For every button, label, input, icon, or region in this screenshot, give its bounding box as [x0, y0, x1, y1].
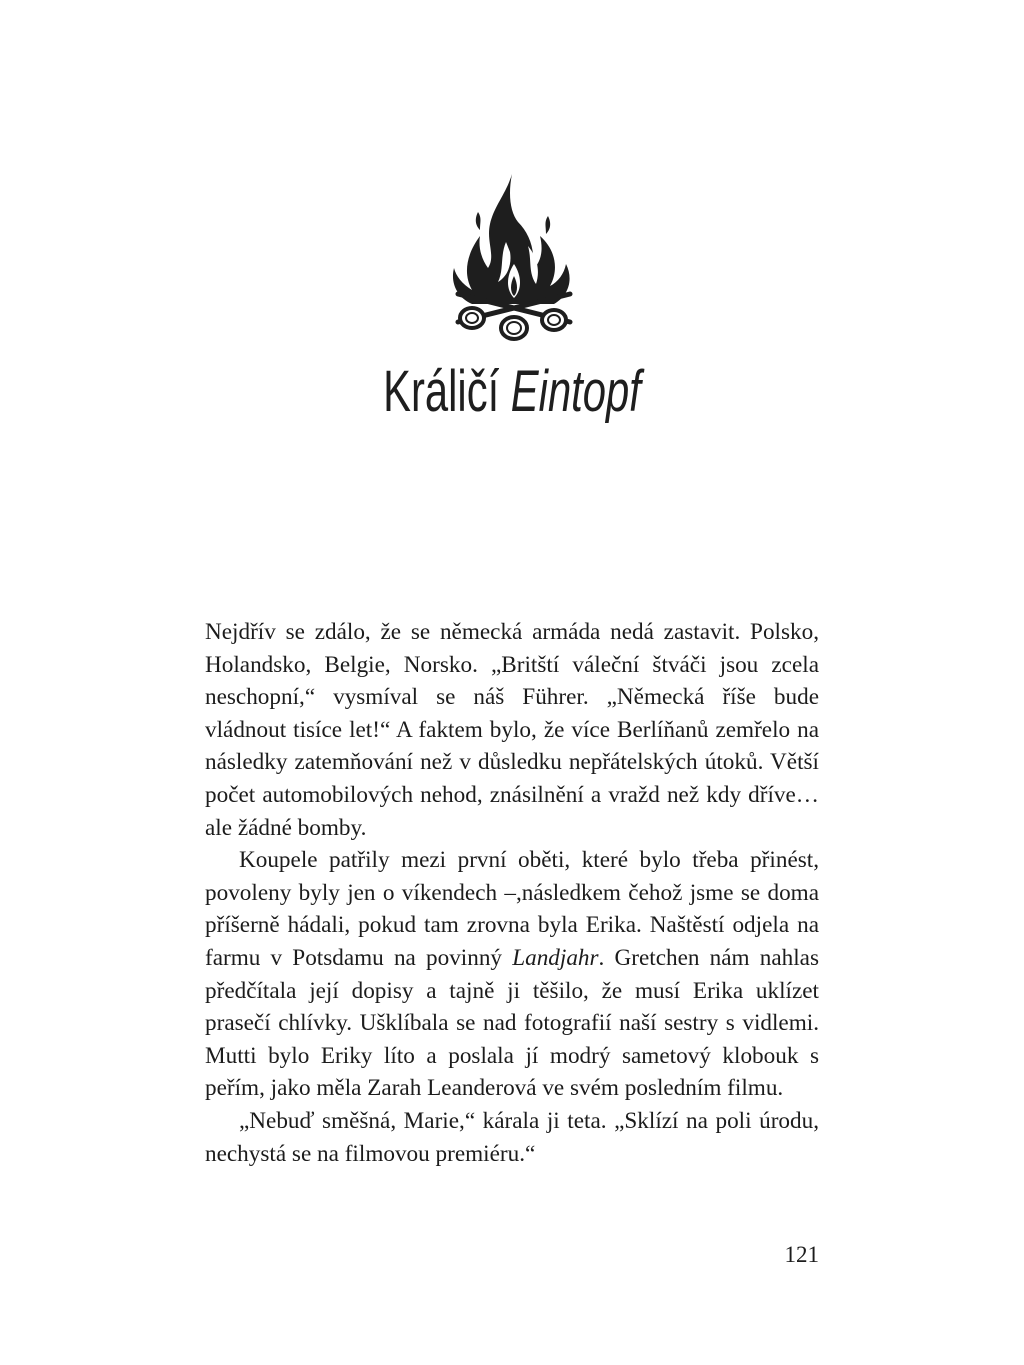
campfire-icon [448, 172, 580, 350]
page-number: 121 [784, 1242, 819, 1267]
paragraph-2 [205, 844, 819, 1105]
chapter-title [143, 358, 880, 425]
body-text [205, 616, 819, 1170]
chapter-title-italic: Eintopf [510, 359, 641, 424]
paragraph-3: „Nebuď směšná, Marie,“ kárala ji teta. „Sklízí na poli úrodu, nechystá se na filmovou premiéru.“ [205, 1107, 819, 1167]
chapter-title-plain: Králičí [383, 359, 500, 424]
paragraph-2-before: Koupele patřily mezi první oběti, které bylo třeba přinést, povoleny byly jen o víkendech –,následkem čehož jsme se doma příšerně hádali, pokud tam zrovna byla Erika. Naštěstí odjela na farmu v Potsdamu na povinný [205, 847, 819, 971]
paragraph-2-after: . Gretchen nám nahlas předčítala její dopisy a tajně ji těšilo, že musí Erika uklízet prasečí chlívky. Ušklíbala se nad fotografií naší sestry s vidlemi. Mutti bylo Eriky líto a poslala jí modrý sametový klobouk s peřím, jako měla Zarah Leanderová ve svém posledním filmu. [205, 944, 819, 1102]
paragraph-2-italic: Landjahr [512, 944, 599, 971]
paragraph-1: Nejdřív se zdálo, že se německá armáda nedá zastavit. Polsko, Holandsko, Belgie, Norsko. „Britští váleční štváči jsou zcela neschopní,“ vysmíval se náš Führer. „Německá říše bude vládnout tisíce let!“ A faktem bylo, že více Berlíňanů zemřelo na následky zatemňování než v důsledku nepřátelských útoků. Větší počet automobilových nehod, znásilnění a vražd než kdy dříve… ale žádné bomby. [205, 619, 819, 841]
